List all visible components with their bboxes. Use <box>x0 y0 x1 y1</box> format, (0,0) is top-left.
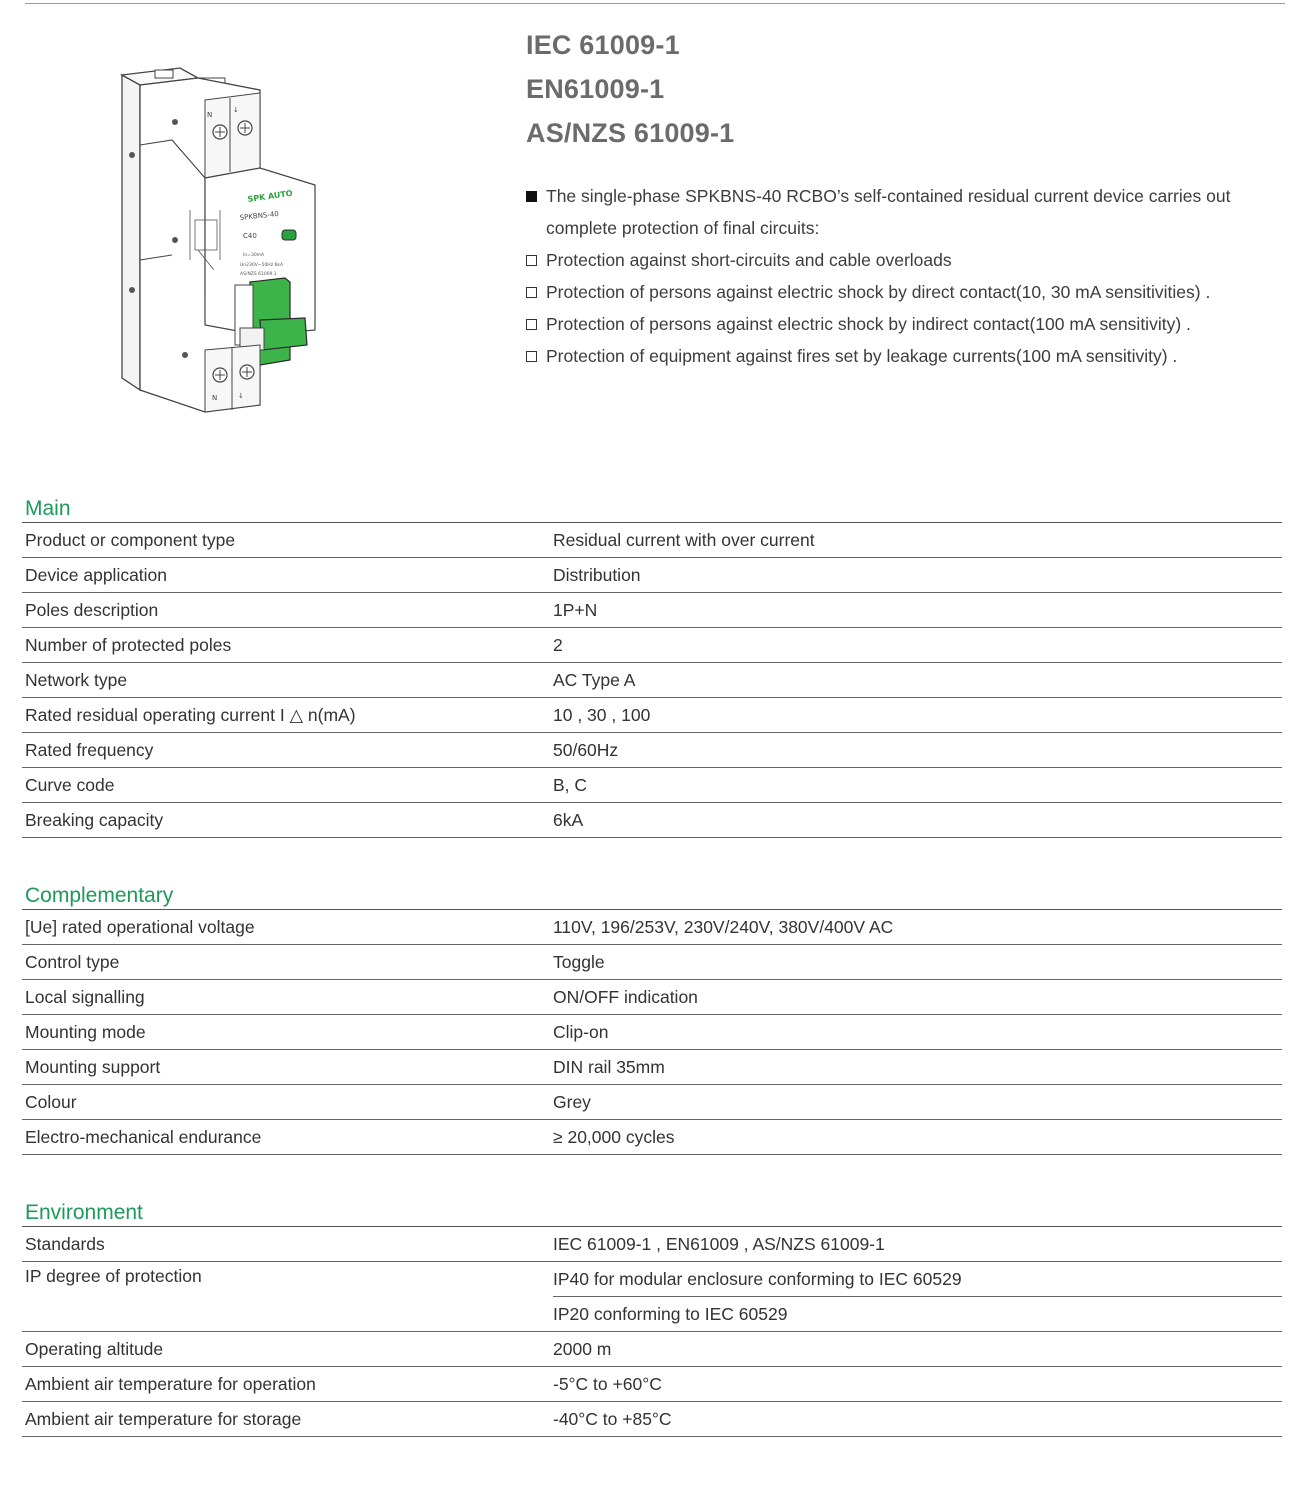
spec-row: Standards IEC 61009-1 , EN61009 , AS/NZS 61009-1 <box>22 1227 1282 1262</box>
spec-row: Product or component type Residual current with over current <box>22 523 1282 558</box>
svg-text:N: N <box>207 111 213 119</box>
spec-row: Poles description 1P+N <box>22 593 1282 628</box>
description-item: Protection of equipment against fires set by leakage currents(100 mA sensitivity) . <box>525 340 1285 372</box>
svg-text:SPK AUTO: SPK AUTO <box>247 188 294 204</box>
filled-square-bullet-icon <box>526 191 537 202</box>
hollow-square-bullet-icon <box>526 351 537 362</box>
svg-text:↓: ↓ <box>233 106 239 114</box>
test-button-icon <box>282 230 296 240</box>
spec-row: Network type AC Type A <box>22 663 1282 698</box>
svg-text:AS/NZS 61009.1: AS/NZS 61009.1 <box>240 272 277 277</box>
spec-row: Local signalling ON/OFF indication <box>22 980 1282 1015</box>
complementary-spec-section <box>22 883 1282 1155</box>
spec-row: Number of protected poles 2 <box>22 628 1282 663</box>
svg-text:SPKBNS-40: SPKBNS-40 <box>239 209 280 222</box>
svg-text:↓: ↓ <box>238 392 244 400</box>
standard-title: EN61009-1 <box>526 74 665 104</box>
description-item: Protection against short-circuits and cable overloads <box>525 244 1285 276</box>
section-title-complementary: Complementary <box>22 883 1282 910</box>
spec-row-multi: IP degree of protection IP40 for modular enclosure conforming to IEC 60529 IP20 conforming to IEC 60529 <box>22 1262 1282 1332</box>
product-description <box>525 180 1285 372</box>
top-divider <box>25 3 1285 4</box>
standards-header <box>526 26 734 158</box>
spec-row: Control type Toggle <box>22 945 1282 980</box>
spec-row: Breaking capacity 6kA <box>22 803 1282 838</box>
svg-text:Un230V~50Hz 6kA: Un230V~50Hz 6kA <box>240 263 284 268</box>
ip-value: IP20 conforming to IEC 60529 <box>553 1296 1282 1331</box>
description-intro: The single-phase SPKBNS-40 RCBO’s self-contained residual current device carries out complete protection of final circuits: <box>525 180 1285 244</box>
spec-row: Operating altitude 2000 m <box>22 1332 1282 1367</box>
spec-row: Mounting mode Clip-on <box>22 1015 1282 1050</box>
spec-row: Curve code B, C <box>22 768 1282 803</box>
spec-row: Rated residual operating current I △ n(mA) 10 , 30 , 100 <box>22 698 1282 733</box>
spec-row: [Ue] rated operational voltage 110V, 196/253V, 230V/240V, 380V/400V AC <box>22 910 1282 945</box>
spec-row: Ambient air temperature for operation -5°C to +60°C <box>22 1367 1282 1402</box>
svg-text:In=30mA: In=30mA <box>243 253 265 258</box>
environment-spec-section <box>22 1200 1282 1437</box>
ip-value: IP40 for modular enclosure conforming to IEC 60529 <box>553 1269 962 1289</box>
hollow-square-bullet-icon <box>526 319 537 330</box>
standard-title: IEC 61009-1 <box>526 30 680 60</box>
section-title-main: Main <box>22 496 1282 523</box>
hollow-square-bullet-icon <box>526 287 537 298</box>
standard-title: AS/NZS 61009-1 <box>526 118 735 148</box>
svg-text:C40: C40 <box>243 232 257 240</box>
spec-row: Colour Grey <box>22 1085 1282 1120</box>
rcbo-product-image <box>110 60 330 420</box>
spec-row: Device application Distribution <box>22 558 1282 593</box>
spec-row: Electro-mechanical endurance ≥ 20,000 cycles <box>22 1120 1282 1155</box>
spec-row: Ambient air temperature for storage -40°C to +85°C <box>22 1402 1282 1437</box>
section-title-environment: Environment <box>22 1200 1282 1227</box>
description-item: Protection of persons against electric shock by direct contact(10, 30 mA sensitivities) . <box>525 276 1285 308</box>
main-spec-section <box>22 496 1282 838</box>
hollow-square-bullet-icon <box>526 255 537 266</box>
spec-row: Rated frequency 50/60Hz <box>22 733 1282 768</box>
description-item: Protection of persons against electric shock by indirect contact(100 mA sensitivity) . <box>525 308 1285 340</box>
svg-text:N: N <box>212 394 218 402</box>
spec-row: Mounting support DIN rail 35mm <box>22 1050 1282 1085</box>
